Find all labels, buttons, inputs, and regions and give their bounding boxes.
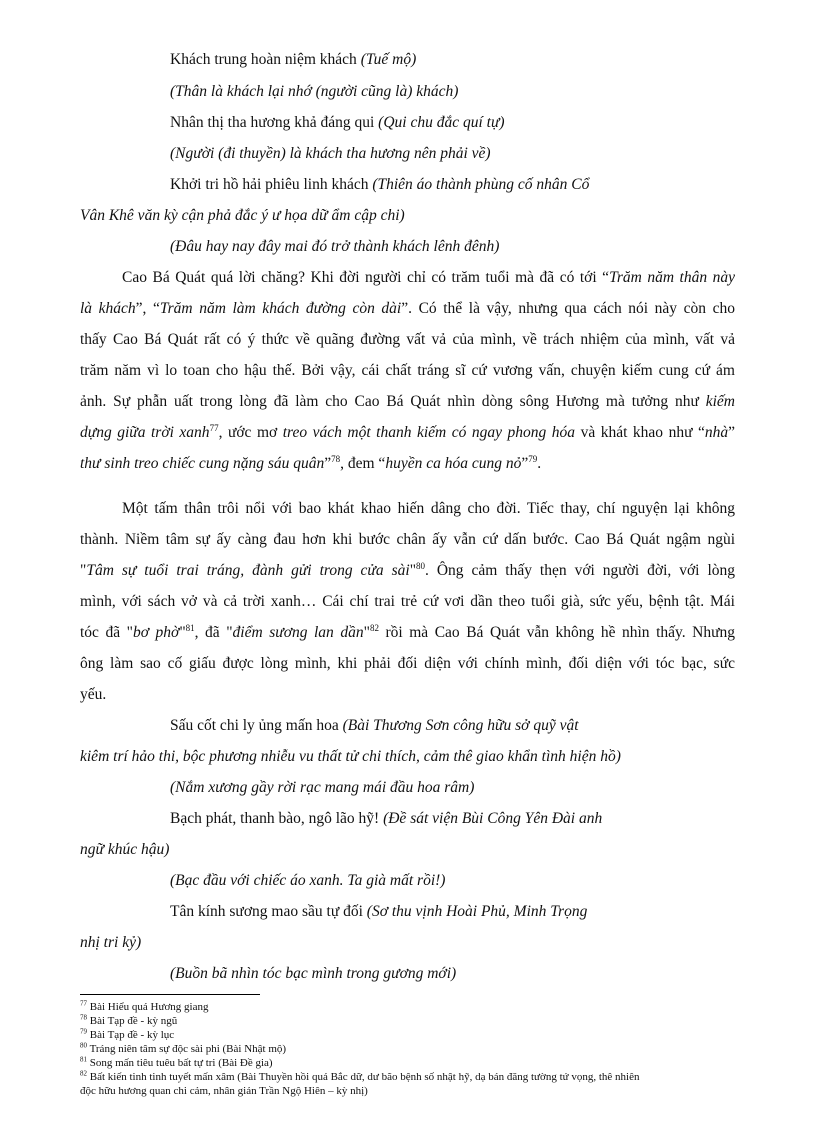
footnote: độc hữu hương quan chi cảm, nhân giản Trần Ngộ Hiên – kỳ nhị) [80, 1085, 368, 1097]
paragraph-line: "Tâm sự tuổi trai tráng, đành gửi trong cửa sài"$^{80}$. Ông cảm thấy thẹn với người đời, với lòng [80, 560, 735, 579]
poem-line: Khách trung hoàn niệm khách (Tuế mộ) [170, 51, 417, 68]
poem-translation: (Nắm xương gầy rời rạc mang mái đầu hoa râm) [170, 779, 475, 796]
paragraph-line: thành. Niềm tâm sự ấy càng đau hơn khi bước chân ấy vẫn cứ dấn bước. Cao Bá Quát ngậm ngùi [80, 531, 735, 548]
paragraph-line: thư sinh treo chiếc cung nặng sáu quân”$^{78}$, đem “huyền ca hóa cung nỏ”$^{79}$. [80, 453, 542, 472]
paragraph-line: ảnh. Sự phẫn uất trong lòng đã làm cho Cao Bá Quát nhìn dòng sông Hương mà tưởng như kiếm [80, 393, 735, 410]
poem-line: Bạch phát, thanh bào, ngô lão hỹ! (Đề sát viện Bùi Công Yên Đài anh [170, 810, 603, 827]
footnote-separator [80, 994, 260, 995]
footnote: $^{80}$ Tráng niên tâm sự độc sài phi (Bài Nhật mộ) [80, 1041, 287, 1055]
paragraph-line: ông làm sao cố giấu được lòng mình, khi phải đối diện với chính mình, đối diện với tóc bạc, sức [80, 655, 735, 672]
paragraph-line: là khách”, “Trăm năm làm khách đường còn dài”. Có thể là vậy, nhưng qua cách nói này còn cho [80, 300, 735, 317]
paragraph-line: tóc đã "bơ phờ"$^{81}$, đã "điểm sương lan dần"$^{82}$ rồi mà Cao Bá Quát vẫn không hề nhìn thấy. Nhưng [80, 622, 736, 641]
paragraph-line: Một tấm thân trôi nổi với bao khát khao hiến dâng cho đời. Tiếc thay, chí nguyện lại không [122, 500, 735, 517]
poem-translation: (Người (đi thuyền) là khách tha hương nên phải về) [170, 145, 491, 162]
poem-translation: (Buồn bã nhìn tóc bạc mình trong gương mới) [170, 965, 457, 982]
poem-line: Khởi tri hồ hải phiêu linh khách (Thiên áo thành phùng cố nhân Cổ [170, 176, 590, 193]
footnote: $^{82}$ Bất kiến tinh tinh tuyết mấn xâm (Bài Thuyền hồi quá Bắc dữ, dư bão bệnh số nhật hỹ, dạ bán đăng tường tứ vọng, thê nhiên [80, 1069, 640, 1083]
poem-line: Nhân thị tha hương khả đáng qui (Qui chu đắc quí tự) [170, 114, 505, 131]
poem-source-cont: kiêm trí hảo thi, bộc phương nhiễu vu thất tử chi thích, cảm thê giao khẩn tình hiện hồ) [80, 748, 621, 765]
paragraph-line: yếu. [80, 686, 107, 703]
poem-source-cont: ngữ khúc hậu) [80, 841, 170, 858]
footnote: $^{78}$ Bài Tạp đề - kỳ ngũ [80, 1013, 178, 1027]
poem-line: Sấu cốt chi ly ủng mấn hoa (Bài Thương Sơn công hữu sở quỹ vật [170, 717, 579, 734]
footnote: $^{77}$ Bài Hiểu quá Hương giang [80, 999, 209, 1013]
poem-translation: (Thân là khách lại nhớ (người cũng là) khách) [170, 83, 459, 100]
paragraph-line: thấy Cao Bá Quát rất có ý thức về quãng đường vất vả của mình, về trách nhiệm của mình, vất vả [80, 331, 735, 348]
poem-source-cont: nhị tri kỷ) [80, 934, 142, 951]
poem-translation: (Đâu hay nay đây mai đó trở thành khách lênh đênh) [170, 238, 500, 255]
poem-line: Tân kính sương mao sầu tự đối (Sơ thu vịnh Hoài Phủ, Minh Trọng [170, 903, 588, 920]
paragraph-line: dựng giữa trời xanh$^{77}$, ước mơ treo vách một thanh kiếm có ngay phong hóa và khát khao như “nhà” [80, 422, 736, 441]
paragraph-line: Cao Bá Quát quá lời chăng? Khi đời người chỉ có trăm tuổi mà đã có tới “Trăm năm thân này [122, 269, 735, 286]
poem-source-cont: Vân Khê văn kỳ cận phả đắc ý ư họa dữ ẩm cập chi) [80, 207, 405, 224]
footnote: $^{81}$ Song mấn tiêu tuêu bất tự tri (Bài Đề gia) [80, 1055, 273, 1069]
poem-translation: (Bạc đầu với chiếc áo xanh. Ta già mất rồi!) [170, 872, 446, 889]
footnote: $^{79}$ Bài Tạp đề - kỳ lục [80, 1027, 175, 1041]
paragraph-line: mình, với sách vở và cả trời xanh… Cái chí trai trẻ cứ vơi dần theo tuổi già, sức yếu, bệnh tật. Mái [80, 593, 735, 610]
paragraph-line: trăm năm vì lo toan cho hậu thế. Bởi vậy, cái chất tráng sĩ cứ vương vấn, chuyện kiếm cung cứ ám [80, 362, 735, 379]
